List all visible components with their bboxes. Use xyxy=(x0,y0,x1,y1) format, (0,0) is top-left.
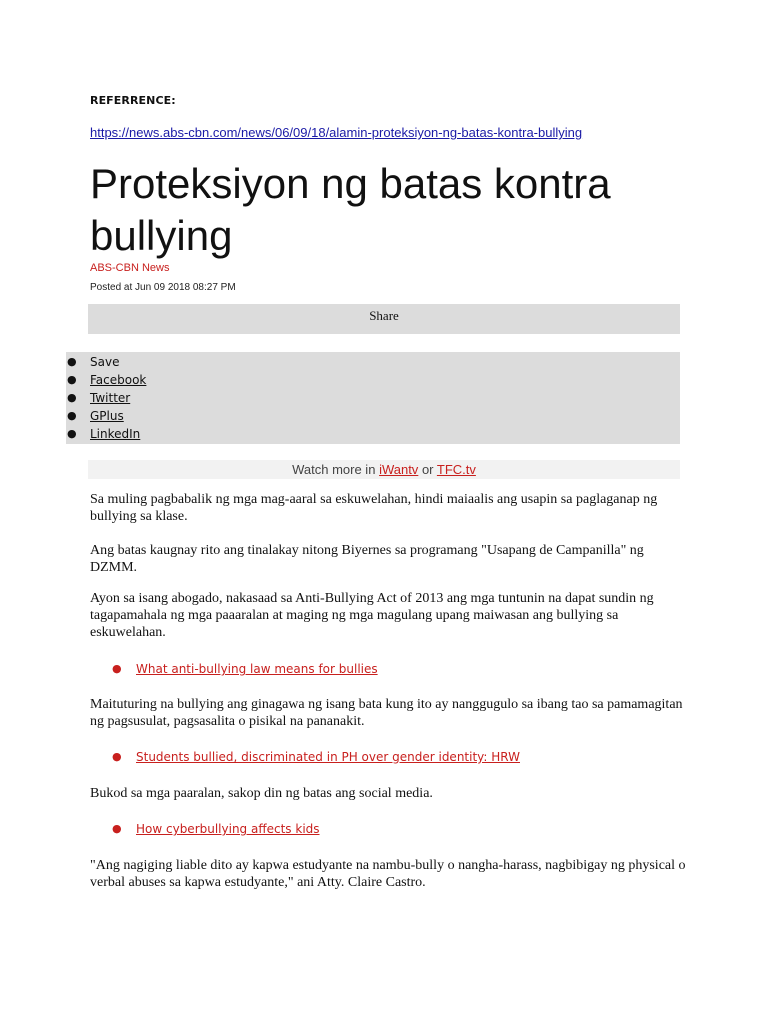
posted-date: Posted at Jun 09 2018 08:27 PM xyxy=(90,282,236,293)
bullet-icon: ● xyxy=(67,355,77,368)
bullet-icon: ● xyxy=(112,662,122,675)
body-paragraph: Bukod sa mga paaralan, sakop din ng batas ang social media. xyxy=(90,786,433,801)
related-link[interactable]: Students bullied, discriminated in PH over gender identity: HRW xyxy=(136,750,520,764)
bullet-icon: ● xyxy=(112,750,122,763)
bullet-icon: ● xyxy=(67,409,77,422)
reference-label: REFERRENCE: xyxy=(90,94,176,107)
bullet-icon: ● xyxy=(67,373,77,386)
article-headline: Proteksiyon ng batas kontra bullying xyxy=(90,160,611,259)
bullet-icon: ● xyxy=(67,427,77,440)
article-source[interactable]: ABS-CBN News xyxy=(90,262,170,274)
bullet-icon: ● xyxy=(67,391,77,404)
share-item-label[interactable]: LinkedIn xyxy=(90,427,141,441)
share-bar[interactable] xyxy=(88,304,680,334)
watch-prefix: Watch more in xyxy=(292,462,376,477)
share-item-label[interactable]: Twitter xyxy=(90,391,131,405)
watch-middle: or xyxy=(421,462,434,477)
reference-url-link[interactable]: https://news.abs-cbn.com/news/06/09/18/alamin-proteksiyon-ng-batas-kontra-bullying xyxy=(90,125,583,140)
share-item-label[interactable]: GPlus xyxy=(90,409,124,423)
share-item-label[interactable]: Facebook xyxy=(90,373,147,387)
share-button[interactable]: Share xyxy=(369,308,399,323)
tfc-tv-link[interactable]: TFC.tv xyxy=(436,462,476,477)
related-link[interactable]: What anti-bullying law means for bullies xyxy=(136,662,378,676)
social-share-box xyxy=(66,352,680,444)
body-paragraph: "Ang nagiging liable dito ay kapwa estudyante na nambu-bully o nangha-harass, nagbibigay ng physical o verbal abuses sa kapwa estudyante," ani Atty. Claire Castro. xyxy=(90,858,686,890)
body-paragraph: Ayon sa isang abogado, nakasaad sa Anti-Bullying Act of 2013 ang mga tuntunin na dapat sundin ng tagapamahala ng mga paaaralan at maging ng mga magulang upang maiwasan ang bullying sa eskuwelahan. xyxy=(90,591,654,640)
share-item-label[interactable]: Save xyxy=(90,355,120,369)
iwantv-link[interactable]: iWantv xyxy=(379,462,419,477)
body-paragraph: Maituturing na bullying ang ginagawa ng isang bata kung ito ay nanggugulo sa ibang tao sa pamamagitan ng pagsusulat, pagsasalita o pisikal na pananakit. xyxy=(90,697,683,729)
body-paragraph: Sa muling pagbabalik ng mga mag-aaral sa eskuwelahan, hindi maiaalis ang usapin sa paglaganap ng bullying sa klase. xyxy=(90,492,658,524)
related-link[interactable]: How cyberbullying affects kids xyxy=(136,822,320,836)
body-paragraph: Ang batas kaugnay rito ang tinalakay nitong Biyernes sa programang "Usapang de Campanilla" ng DZMM. xyxy=(90,543,644,575)
bullet-icon: ● xyxy=(112,822,122,835)
watch-more-bar xyxy=(88,460,680,479)
